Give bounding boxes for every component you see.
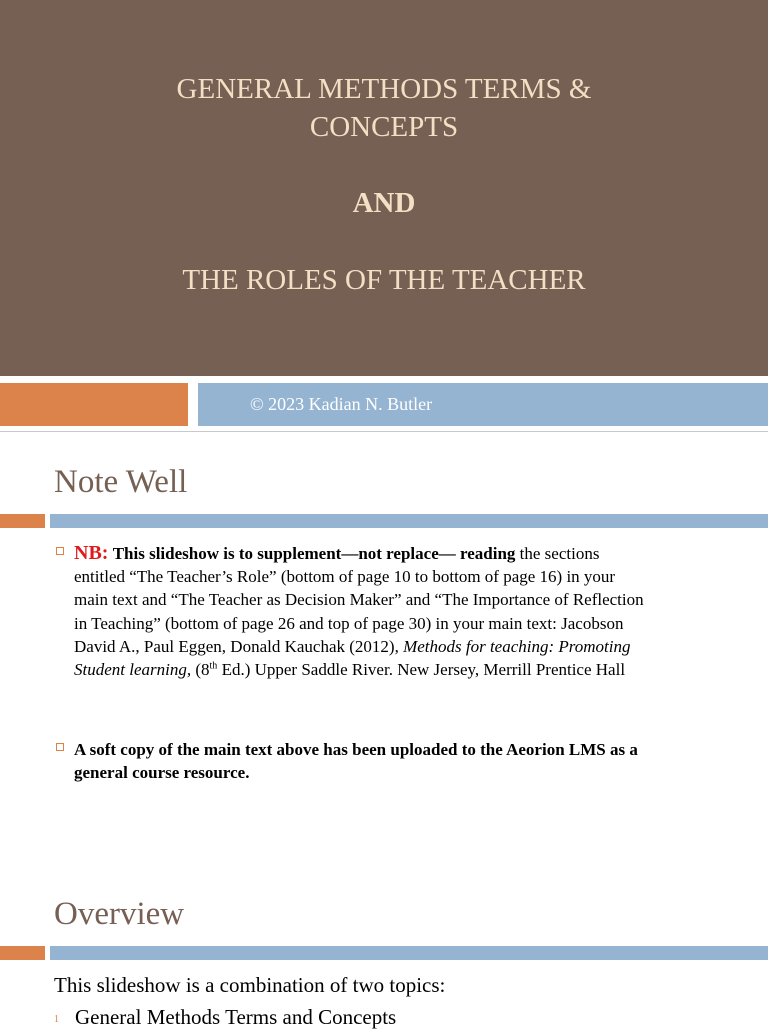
note-well-heading: Note Well: [54, 464, 188, 500]
title-line-3: THE ROLES OF THE TEACHER: [182, 264, 586, 296]
overview-intro: This slideshow is a combination of two topics:: [54, 973, 446, 997]
title-panel: [0, 0, 768, 376]
nb-body-text: the sections entitled “The Teacher’s Role” (bottom of page 10 to bottom of page 16) in your main text and “The Teacher as Decision Maker” and “The Importance of Reflection in Teaching” (bottom of page 26 and top of page 30) in your main text: Jacobson David A., Paul Eggen, Donald Kauchak (2012),: [74, 544, 644, 656]
slide-divider: [0, 431, 768, 432]
publisher-text: Ed.) Upper Saddle River. New Jersey, Merrill Prentice Hall: [217, 660, 626, 680]
edition-sup: th: [209, 660, 218, 672]
accent-bar-orange: [0, 383, 188, 426]
overview-heading: Overview: [54, 896, 185, 932]
square-bullet-icon: [56, 743, 64, 751]
title-line-1: GENERAL METHODS TERMS &: [176, 73, 592, 105]
edition-open: (8: [191, 660, 210, 680]
soft-copy-paragraph: A soft copy of the main text above has been uploaded to the Aeorion LMS as a general course resource.: [74, 740, 638, 783]
nb-paragraph: [74, 542, 644, 681]
title-line-2: CONCEPTS: [309, 111, 459, 143]
heading-rule-orange: [0, 514, 45, 528]
heading-rule-blue: [50, 946, 768, 960]
nb-bold-text: This slideshow is to supplement—not replace— reading: [112, 544, 516, 563]
title-and: AND: [352, 187, 416, 219]
heading-rule-blue: [50, 514, 768, 528]
list-number: 1: [54, 1014, 59, 1025]
book-title: Methods for teaching: Promoting Student learning,: [74, 636, 631, 680]
title-slide: [0, 0, 768, 432]
copyright-text: © 2023 Kadian N. Butler: [250, 394, 433, 414]
heading-rule-orange: [0, 946, 45, 960]
square-bullet-icon: [56, 547, 64, 555]
list-item: General Methods Terms and Concepts: [75, 1005, 397, 1029]
nb-label: NB:: [74, 542, 109, 564]
